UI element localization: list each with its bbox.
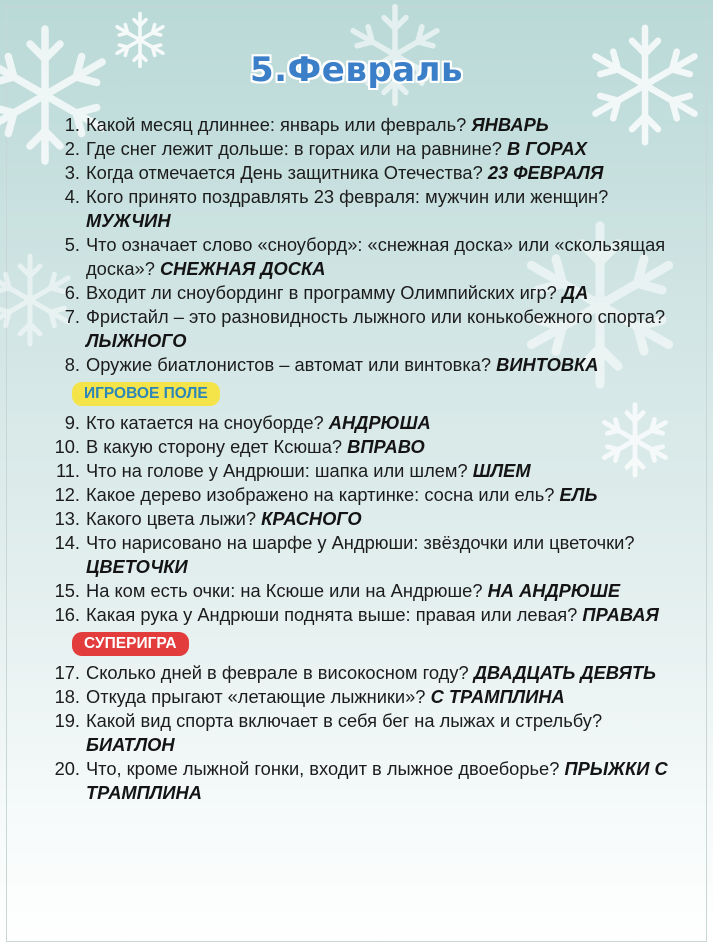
quiz-item-number: 4. <box>64 186 80 207</box>
quiz-item <box>0 353 713 377</box>
quiz-answer: АНДРЮША <box>328 412 431 433</box>
quiz-item <box>0 685 713 709</box>
quiz-question: Откуда прыгают «летающие лыжники»? <box>86 686 431 707</box>
quiz-question: Кого принято поздравлять 23 февраля: мужчин или женщин? <box>86 186 609 207</box>
quiz-item-number: 19. <box>54 710 80 731</box>
quiz-item-number: 15. <box>54 580 80 601</box>
quiz-answer: В ГОРАХ <box>507 138 587 159</box>
quiz-question: В какую сторону едет Ксюша? <box>86 436 348 457</box>
quiz-answer: ПРАВАЯ <box>582 604 659 625</box>
quiz-item-number: 12. <box>54 484 80 505</box>
quiz-item-number: 1. <box>64 114 80 135</box>
quiz-item-number: 17. <box>54 662 80 683</box>
quiz-content <box>0 113 713 805</box>
quiz-item <box>0 435 713 459</box>
quiz-item <box>0 507 713 531</box>
quiz-item-number: 10. <box>54 436 80 457</box>
quiz-answer: ДВАДЦАТЬ ДЕВЯТЬ <box>473 662 656 683</box>
quiz-item <box>0 603 713 627</box>
quiz-item-number: 2. <box>64 138 80 159</box>
quiz-item <box>0 113 713 137</box>
quiz-item-number: 11. <box>55 460 80 481</box>
quiz-answer: С ТРАМПЛИНА <box>430 686 565 707</box>
quiz-answer: КРАСНОГО <box>261 508 362 529</box>
quiz-answer: ВИНТОВКА <box>496 354 599 375</box>
quiz-item-number: 8. <box>64 354 80 375</box>
quiz-answer: НА АНДРЮШЕ <box>487 580 621 601</box>
quiz-item-number: 3. <box>64 162 80 183</box>
quiz-answer: СНЕЖНАЯ ДОСКА <box>159 258 326 279</box>
quiz-answer: ДА <box>561 282 589 303</box>
quiz-item <box>0 185 713 233</box>
section-badge-game-field: ИГРОВОЕ ПОЛЕ <box>72 382 220 406</box>
quiz-item <box>0 305 713 353</box>
quiz-question: Что на голове у Андрюши: шапка или шлем? <box>86 460 473 481</box>
quiz-item-number: 18. <box>54 686 80 707</box>
quiz-answer: ЛЫЖНОГО <box>86 330 187 351</box>
quiz-question: На ком есть очки: на Ксюше или на Андрюше? <box>86 580 488 601</box>
quiz-item <box>0 233 713 281</box>
quiz-question: Какой месяц длиннее: январь или февраль? <box>86 114 472 135</box>
quiz-item-number: 7. <box>64 306 80 327</box>
quiz-item <box>0 757 713 805</box>
quiz-item <box>0 411 713 435</box>
quiz-answer: ЕЛЬ <box>559 484 598 505</box>
quiz-question: Какое дерево изображено на картинке: сосна или ель? <box>86 484 560 505</box>
quiz-question: Какой вид спорта включает в себя бег на лыжах и стрельбу? <box>86 710 603 731</box>
quiz-item <box>0 483 713 507</box>
quiz-question: Какого цвета лыжи? <box>86 508 262 529</box>
quiz-item-number: 6. <box>64 282 80 303</box>
quiz-answer: ЦВЕТОЧКИ <box>86 556 188 577</box>
quiz-answer: МУЖЧИН <box>86 210 171 231</box>
quiz-item <box>0 531 713 579</box>
section-badge-supergame: СУПЕРИГРА <box>72 632 189 656</box>
quiz-item <box>0 137 713 161</box>
quiz-question: Входит ли сноубординг в программу Олимпийских игр? <box>86 282 562 303</box>
quiz-answer: ЯНВАРЬ <box>471 114 549 135</box>
quiz-question: Кто катается на сноуборде? <box>86 412 329 433</box>
quiz-answer: ПРЫЖКИ С ТРАМПЛИНА <box>86 758 668 803</box>
quiz-question: Что, кроме лыжной гонки, входит в лыжное двоеборье? <box>86 758 565 779</box>
quiz-item <box>0 661 713 685</box>
quiz-item-number: 16. <box>54 604 80 625</box>
quiz-item <box>0 579 713 603</box>
quiz-item-number: 5. <box>64 234 80 255</box>
quiz-item <box>0 161 713 185</box>
quiz-answer: ШЛЕМ <box>472 460 531 481</box>
quiz-answer: 23 ФЕВРАЛЯ <box>487 162 604 183</box>
quiz-answer: БИАТЛОН <box>86 734 175 755</box>
quiz-question: Фристайл – это разновидность лыжного или конькобежного спорта? <box>86 306 666 327</box>
quiz-answer: ВПРАВО <box>347 436 425 457</box>
quiz-question: Что означает слово «сноуборд»: «снежная доска» или «скользящая доска»? <box>86 234 666 279</box>
quiz-item <box>0 281 713 305</box>
quiz-question: Что нарисовано на шарфе у Андрюши: звёздочки или цветочки? <box>86 532 635 553</box>
quiz-question: Оружие биатлонистов – автомат или винтовка? <box>86 354 497 375</box>
quiz-item-number: 9. <box>64 412 80 433</box>
quiz-question: Какая рука у Андрюши поднята выше: правая или левая? <box>86 604 583 625</box>
quiz-item-number: 20. <box>54 758 80 779</box>
quiz-question: Где снег лежит дольше: в горах или на равнине? <box>86 138 508 159</box>
quiz-question: Сколько дней в феврале в високосном году? <box>86 662 474 683</box>
quiz-item-number: 13. <box>54 508 80 529</box>
quiz-item <box>0 459 713 483</box>
page-title: 5.Февраль <box>249 50 464 90</box>
quiz-question: Когда отмечается День защитника Отечества? <box>86 162 488 183</box>
quiz-item-number: 14. <box>54 532 80 553</box>
quiz-item <box>0 709 713 757</box>
